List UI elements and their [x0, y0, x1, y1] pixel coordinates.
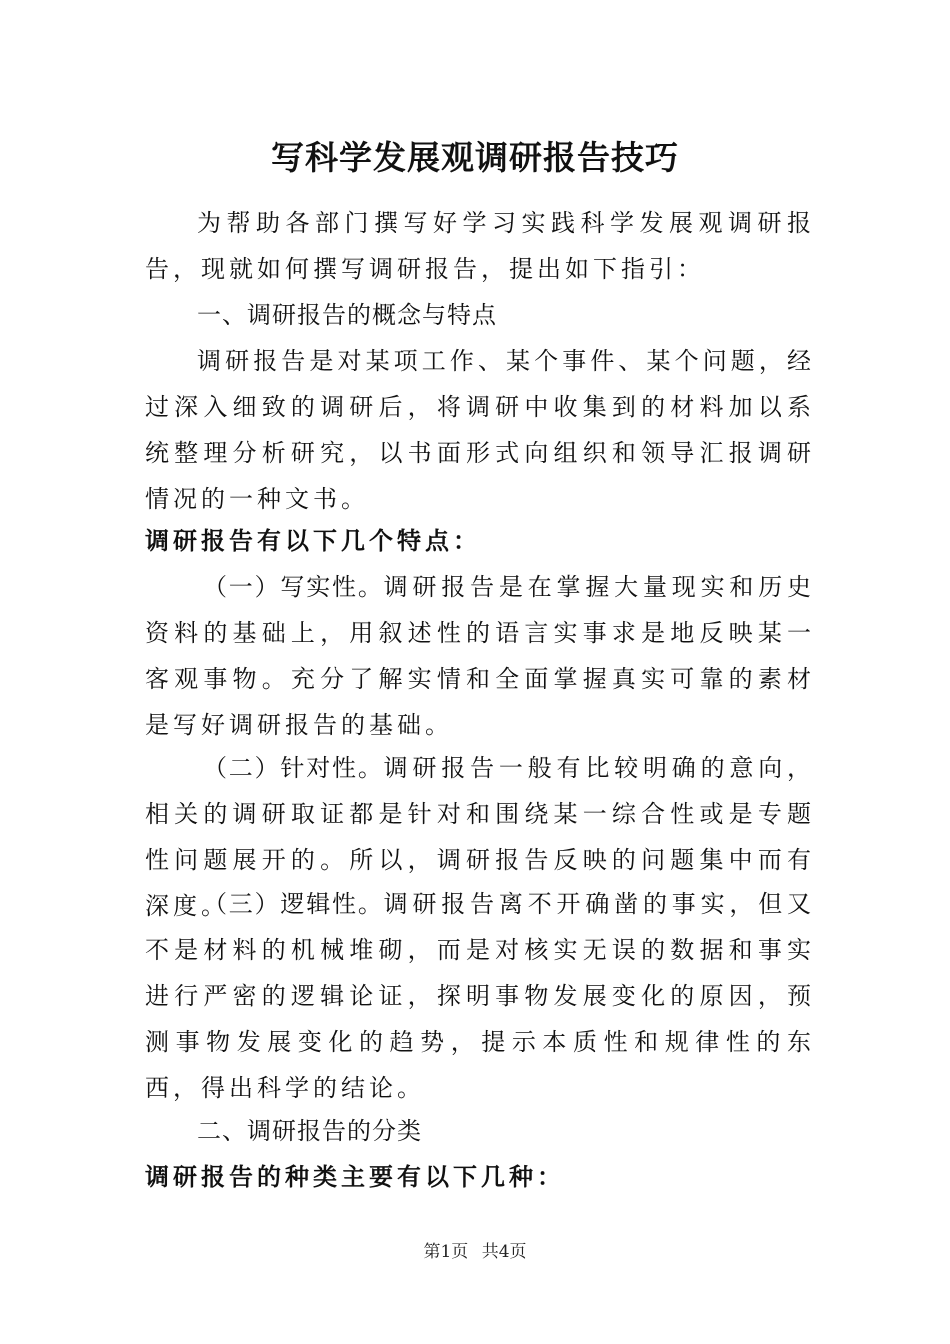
feature3-lead: （三）逻辑性。	[203, 890, 384, 918]
page-number: 第1页	[423, 1242, 469, 1262]
feature3-body: 调研报告离不开确凿的事实，但又不是材料的机械堆砌，而是对核实无误的数据和事实进行严密的逻辑论证，探明事物发展变化的原因，预测事物发展变化的趋势，提示本质性和规律性的东西，得出科学的结论。	[145, 890, 816, 1102]
feature2-lead: （二）针对性。	[203, 754, 384, 782]
feature1-body: 调研报告是在掌握大量现实和历史资料的基础上，用叙述性的语言实事求是地反映某一客观事物。充分了解实情和全面掌握真实可靠的素材是写好调研报告的基础。	[145, 573, 816, 739]
feature3-paragraph	[145, 881, 815, 1111]
feature1-paragraph	[145, 564, 815, 748]
section1-heading: 一、调研报告的概念与特点	[197, 301, 497, 329]
feature1-lead: （一）写实性。	[203, 573, 384, 601]
definition-paragraph: 调研报告是对某项工作、某个事件、某个问题，经过深入细致的调研后，将调研中收集到的材料加以系统整理分析研究，以书面形式向组织和领导汇报调研情况的一种文书。	[145, 347, 815, 513]
page-footer	[0, 1240, 950, 1264]
features-heading: 调研报告有以下几个特点：	[145, 526, 481, 555]
section2-heading: 二、调研报告的分类	[197, 1117, 422, 1145]
feature2-body: 调研报告一般有比较明确的意向，相关的调研取证都是针对和围绕某一综合性或是专题性问题展开的。所以，调研报告反映的问题集中而有深度。	[145, 754, 816, 920]
page-total: 共4页	[481, 1242, 527, 1262]
intro-paragraph: 为帮助各部门撰写好学习实践科学发展观调研报告，现就如何撰写调研报告，提出如下指引：	[145, 209, 815, 283]
document-title: 写科学发展观调研报告技巧	[271, 138, 679, 177]
types-heading: 调研报告的种类主要有以下几种：	[145, 1162, 565, 1191]
